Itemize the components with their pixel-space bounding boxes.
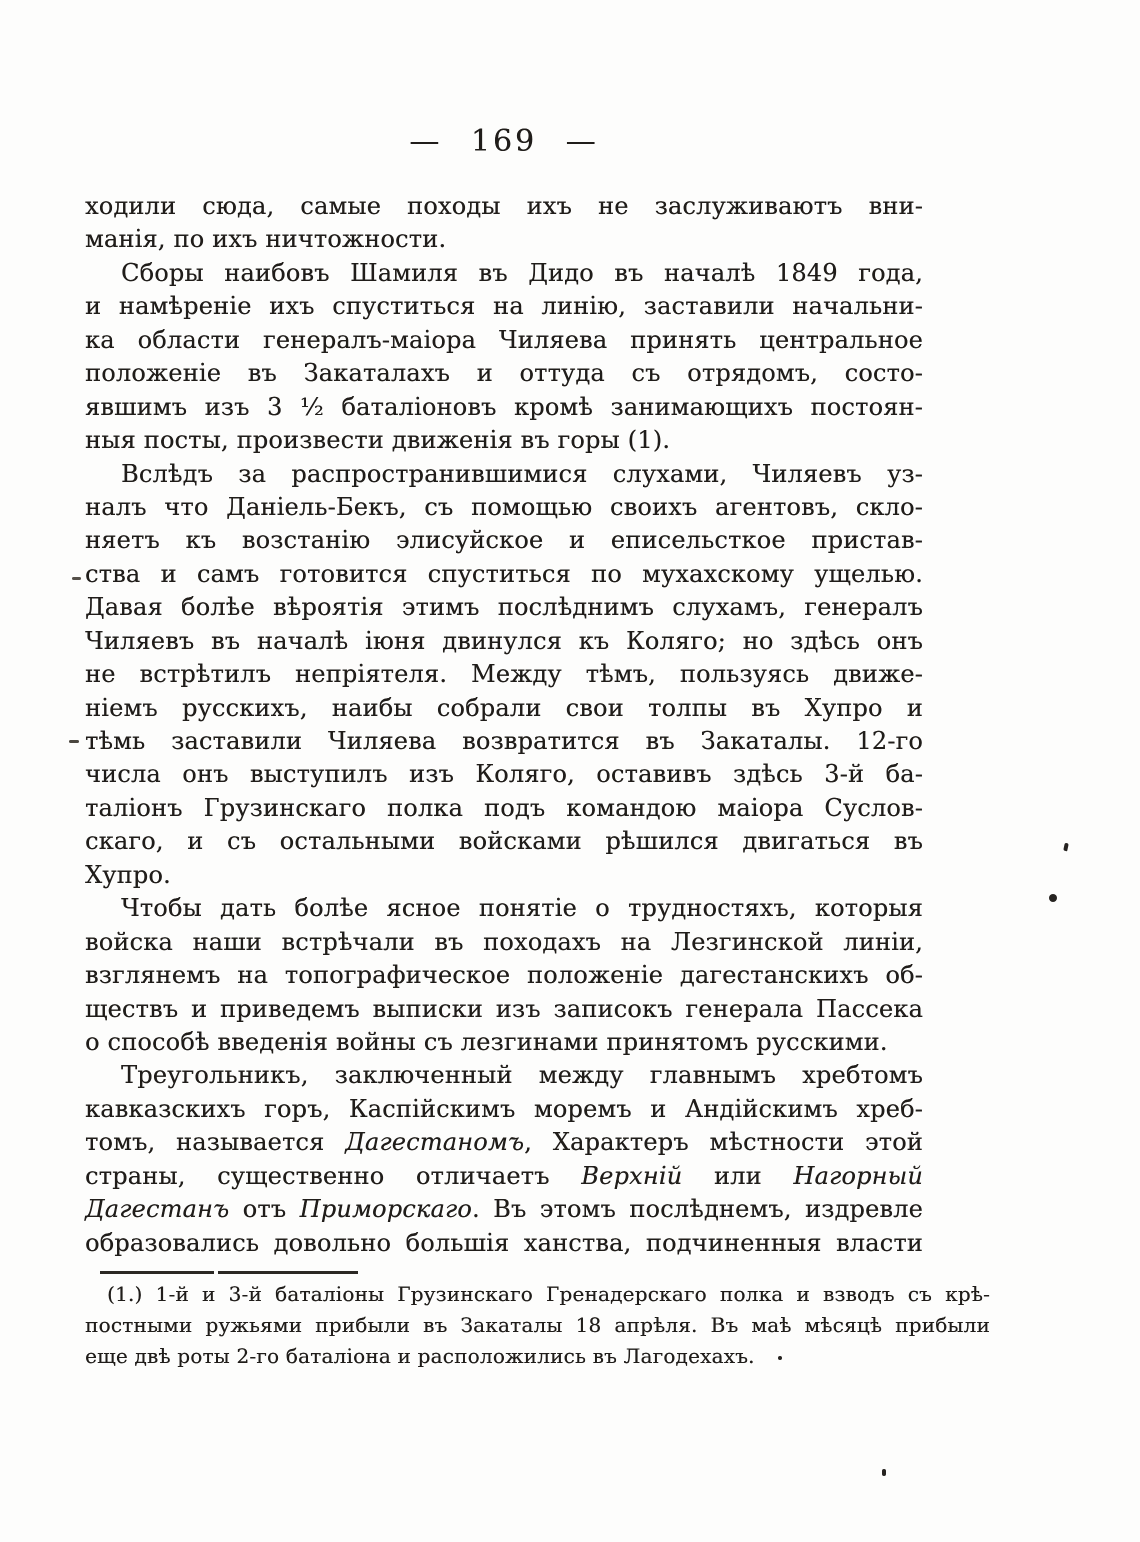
text-segment: о способѣ введенія войны съ лезгинами принятомъ русскими. — [85, 1027, 888, 1056]
text-line — [85, 257, 923, 290]
text-line — [85, 625, 923, 658]
text-segment: няетъ къ возстанію элисуйское и еписельсткое пристав- — [85, 526, 923, 555]
text-segment: ка области генералъ-маіора Чиляева принять центральное — [85, 325, 923, 354]
text-segment: манія, по ихъ ничтожности. — [85, 225, 447, 254]
text-segment: числа онъ выступилъ изъ Коляго, оставивъ здѣсь 3-й ба- — [85, 760, 923, 789]
italic-text-segment: Дагестаномъ — [345, 1128, 525, 1157]
text-segment: Хупро. — [85, 860, 171, 889]
text-line — [85, 458, 923, 491]
text-segment: томъ, называется — [85, 1128, 346, 1157]
text-segment: образовались довольно большія ханства, подчиненныя власти — [85, 1228, 923, 1257]
text-line — [85, 993, 923, 1026]
italic-text-segment: Нагорный — [793, 1161, 923, 1190]
text-segment: ществъ и приведемъ выписки изъ записокъ генерала Пассека — [85, 994, 923, 1023]
footnote-rule-segment — [218, 1271, 358, 1274]
text-segment: , Характеръ мѣстности этой — [524, 1128, 923, 1157]
text-line — [85, 223, 923, 256]
footnote-line: постными ружьями прибыли въ Закаталы 18 апрѣля. Въ маѣ мѣсяцѣ прибыли — [85, 1313, 990, 1337]
footnote-line: (1.) 1-й и 3-й баталіоны Грузинскаго Гренадерскаго полка и взводъ съ крѣ- — [107, 1282, 990, 1306]
text-line — [85, 792, 923, 825]
text-segment: Чтобы дать болѣе ясное понятіе о трудностяхъ, которыя — [121, 894, 923, 923]
italic-text-segment: Верхній — [581, 1161, 683, 1190]
ink-speck — [1049, 894, 1057, 902]
text-segment: налъ что Даніель-Бекъ, съ помощью своихъ агентовъ, скло- — [85, 492, 923, 521]
text-line — [85, 190, 923, 223]
text-segment: отъ — [229, 1195, 300, 1224]
text-segment: Давая болѣе вѣроятія этимъ послѣднимъ слухамъ, генералъ — [85, 593, 923, 622]
footnote-rule-segment — [100, 1271, 214, 1274]
text-line — [85, 1059, 923, 1092]
text-line — [85, 558, 923, 591]
text-line — [85, 290, 923, 323]
text-segment: положеніе въ Закаталахъ и оттуда съ отрядомъ, состо- — [85, 359, 923, 388]
text-segment: ніемъ русскихъ, наибы собрали свои толпы въ Хупро и — [85, 693, 923, 722]
text-line — [85, 1126, 923, 1159]
text-line — [85, 825, 923, 858]
footnote-line: еще двѣ роты 2-го баталіона и расположились въ Лагодехахъ. — [85, 1344, 755, 1368]
text-segment: тѣмь заставили Чиляева возвратится въ Закаталы. 12-го — [85, 727, 923, 755]
text-segment: ныя посты, произвести движенія въ горы (1). — [85, 426, 671, 455]
ink-speck — [882, 1469, 886, 1476]
text-line — [85, 391, 923, 424]
text-line — [85, 725, 923, 758]
text-line — [85, 491, 923, 524]
ink-speck — [72, 577, 81, 580]
text-segment: страны, существенно отличаетъ — [85, 1161, 582, 1190]
footnote — [85, 1279, 990, 1372]
text-line — [85, 424, 923, 457]
text-segment: ства и самъ готовится спуститься по мухахскому ущелью. — [85, 559, 923, 588]
text-segment: кавказскихъ горъ, Каспійскимъ моремъ и Андійскимъ хреб- — [85, 1094, 923, 1123]
text-line — [85, 758, 923, 791]
italic-text-segment: Дагестанъ — [85, 1195, 230, 1224]
text-line — [85, 1227, 923, 1260]
text-segment: таліонъ Грузинскаго полка подъ командою маіора Суслов- — [85, 793, 923, 822]
footnote-rule — [100, 1271, 360, 1274]
text-line — [85, 959, 923, 992]
page-number: — 169 — — [409, 124, 599, 159]
text-segment: Треугольникъ, заключенный между главнымъ хребтомъ — [121, 1061, 923, 1090]
text-segment: Сборы наибовъ Шамиля въ Дидо въ началѣ 1849 года, — [121, 258, 923, 287]
text-line — [85, 524, 923, 557]
text-segment: войска наши встрѣчали въ походахъ на Лезгинской линіи, — [85, 927, 923, 956]
italic-text-segment: Приморскаго — [299, 1195, 472, 1224]
text-segment: или — [682, 1161, 794, 1190]
text-line — [85, 692, 923, 725]
text-line — [85, 1026, 923, 1059]
text-segment: и намѣреніе ихъ спуститься на линію, заставили начальни- — [85, 292, 923, 321]
text-segment: не встрѣтилъ непріятеля. Между тѣмъ, пользуясь движе- — [85, 660, 923, 689]
text-line — [85, 892, 923, 925]
ink-speck — [778, 1356, 782, 1360]
text-segment: явшимъ изъ 3 ¹⁄₂ баталіоновъ кромѣ занимающихъ постоян- — [85, 392, 923, 421]
text-line — [85, 1160, 923, 1193]
text-line — [85, 1193, 923, 1226]
body-text — [85, 190, 923, 1260]
ink-speck — [1063, 843, 1069, 852]
ink-speck — [69, 740, 79, 743]
text-segment: ходили сюда, самые походы ихъ не заслуживаютъ вни- — [85, 192, 923, 220]
text-line — [85, 357, 923, 390]
text-segment: . Въ этомъ послѣднемъ, издревле — [471, 1195, 923, 1224]
text-line — [85, 859, 923, 892]
text-line — [85, 926, 923, 959]
text-segment: скаго, и съ остальными войсками рѣшился двигаться въ — [85, 827, 923, 856]
text-line — [85, 658, 923, 691]
text-segment: Вслѣдъ за распространившимися слухами, Чиляевъ уз- — [121, 459, 923, 488]
text-line — [85, 1093, 923, 1126]
text-line — [85, 591, 923, 624]
text-line — [85, 324, 923, 357]
text-segment: взглянемъ на топографическое положеніе дагестанскихъ об- — [85, 961, 923, 990]
text-segment: Чиляевъ въ началѣ іюня двинулся къ Коляго; но здѣсь онъ — [85, 626, 923, 655]
